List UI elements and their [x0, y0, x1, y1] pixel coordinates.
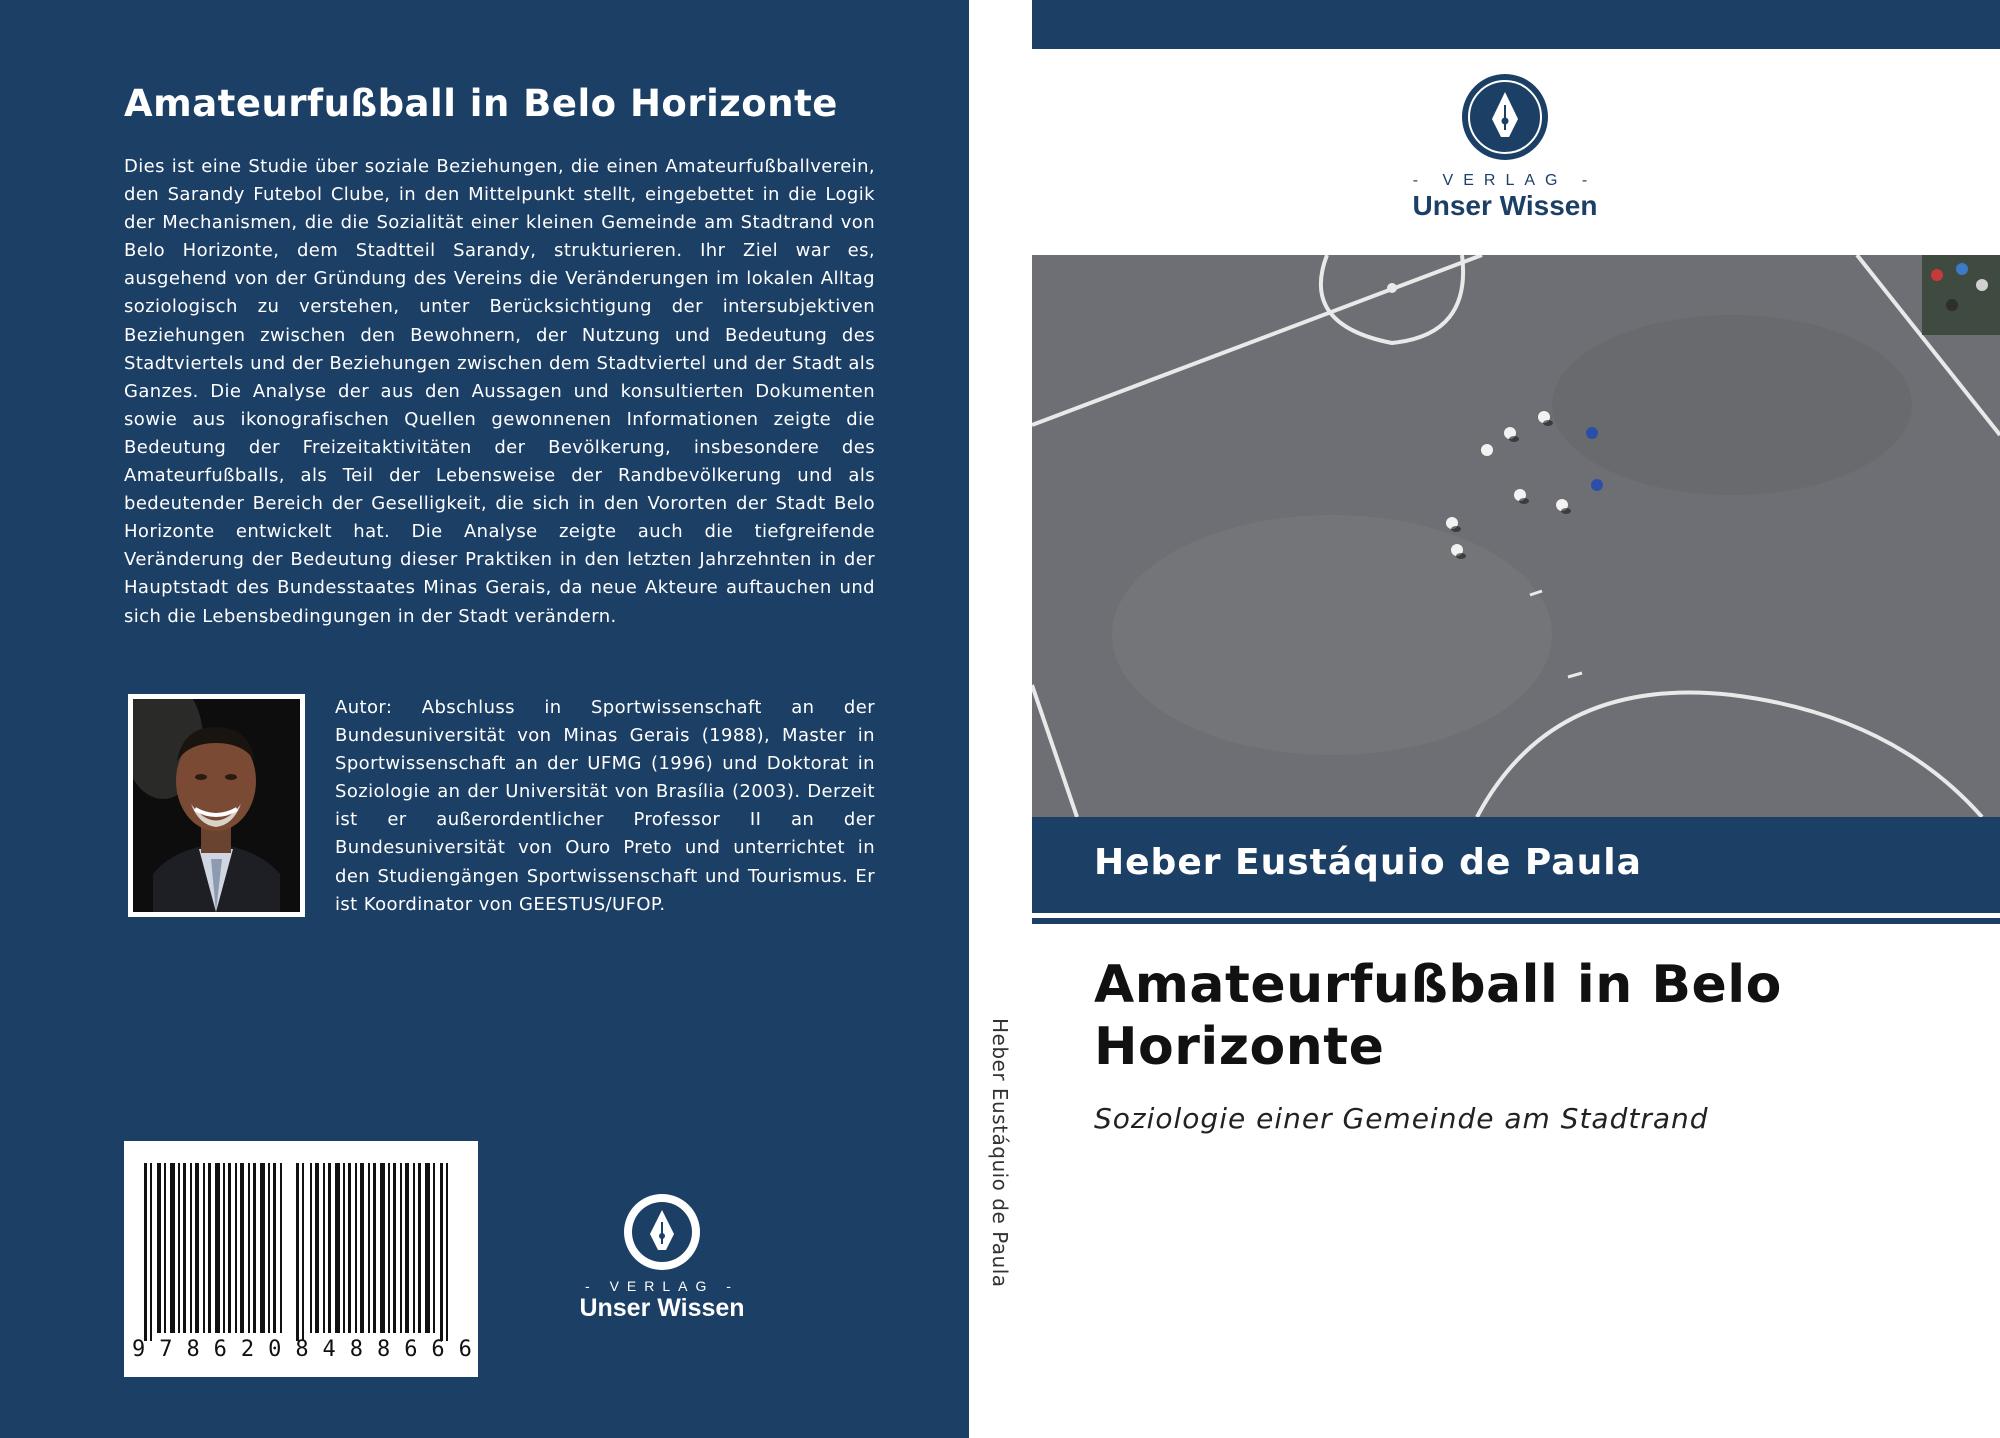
isbn-digit: 4 [322, 1337, 336, 1362]
isbn-digit: 9 [132, 1337, 146, 1362]
isbn-digit: 0 [268, 1337, 282, 1362]
fountain-pen-nib-logo-icon [1460, 72, 1550, 162]
front-cover-author: Heber Eustáquio de Paula [1094, 842, 1642, 883]
front-cover-subtitle: Soziologie einer Gemeinde am Stadtrand [1094, 1102, 1709, 1135]
back-cover [0, 0, 969, 1438]
football-pitch-aerial-photo-icon [1032, 255, 2000, 817]
publisher-verlag-label: - VERLAG - [585, 1278, 739, 1294]
isbn-barcode [124, 1141, 478, 1377]
author-portrait-icon [133, 699, 300, 912]
football-pitch-aerial-photo [1032, 255, 2000, 817]
front-cover-top-bar [1032, 0, 2000, 49]
back-cover-title: Amateurfußball in Belo Horizonte [124, 82, 838, 125]
divider-rule [1032, 918, 2000, 924]
spine-author: Heber Eustáquio de Paula [988, 1018, 1012, 1288]
author-portrait-image [128, 694, 305, 917]
fountain-pen-nib-logo-icon [622, 1192, 702, 1272]
isbn-digit: 7 [159, 1337, 173, 1362]
isbn-digit: 8 [349, 1337, 363, 1362]
isbn-number [132, 1337, 472, 1362]
isbn-digit: 6 [404, 1337, 418, 1362]
publisher-verlag-label: - VERLAG - [1412, 172, 1598, 189]
barcode-icon [124, 1141, 478, 1341]
front-cover-author-band [1032, 817, 2000, 913]
isbn-digit: 6 [213, 1337, 227, 1362]
author-bio: Autor: Abschluss in Sportwissenschaft an der Bundesuniversität von Minas Gerais (1988), Master in Sportwissenschaft an der UFMG (1996) und Doktorat in Soziologie an der Universität von Brasília (2003). Derzeit ist er außerordentlicher Professor II an der Bundesuniversität von Ouro Preto und unterrichtet in den Studiengängen Sportwissenschaft und Tourismus. Er ist Koordinator von GEESTUS/UFOP. [335, 697, 875, 915]
publisher-logo-back [562, 1192, 762, 1323]
isbn-digit: 6 [458, 1337, 472, 1362]
isbn-digit: 6 [431, 1337, 445, 1362]
isbn-digit: 2 [240, 1337, 255, 1362]
isbn-digit: 8 [295, 1337, 309, 1362]
isbn-digit: 8 [376, 1337, 391, 1362]
publisher-logo-front [1380, 72, 1630, 222]
isbn-digit: 8 [186, 1337, 200, 1362]
publisher-name: Unser Wissen [579, 1294, 745, 1322]
front-cover-title: Amateurfußball in Belo Horizonte [1094, 955, 1782, 1077]
publisher-name: Unser Wissen [1412, 190, 1598, 221]
back-cover-blurb: Dies ist eine Studie über soziale Beziehungen, die einen Amateurfußballverein, den Sarandy Futebol Clube, in den Mittelpunkt stellt, eingebettet in die Logik der Mechanismen, die die Sozialität einer kleinen Gemeinde am Stadtrand von Belo Horizonte, dem Stadtteil Sarandy, strukturieren. Ihr Ziel war es, ausgehend von der Gründung des Vereins die Veränderungen im lokalen Alltag soziologisch zu verstehen, unter Berücksichtigung der intersubjektiven Beziehungen zwischen den Bewohnern, der Nutzung und Bedeutung des Stadtviertels und der Beziehungen zwischen dem Stadtviertel und der Stadt als Ganzes. Die Analyse der aus den Aussagen und konsultierten Dokumenten sowie aus ikonografischen Quellen gewonnenen Informationen zeigte die Bedeutung der Freizeitaktivitäten der Bevölkerung, insbesondere des Amateurfußballs, als Teil der Lebensweise der Randbevölkerung und als bedeutender Bereich der Geselligkeit, die sich in den Vororten der Stadt Belo Horizonte entwickelt hat. Die Analyse zeigte auch die tiefgreifende Veränderung der Bedeutung dieser Praktiken in den letzten Jahrzehnten in der Hauptstadt des Bundesstaates Minas Gerais, da neue Akteure auftauchen und sich die Lebensbedingungen in der Stadt verändern. [124, 156, 875, 627]
